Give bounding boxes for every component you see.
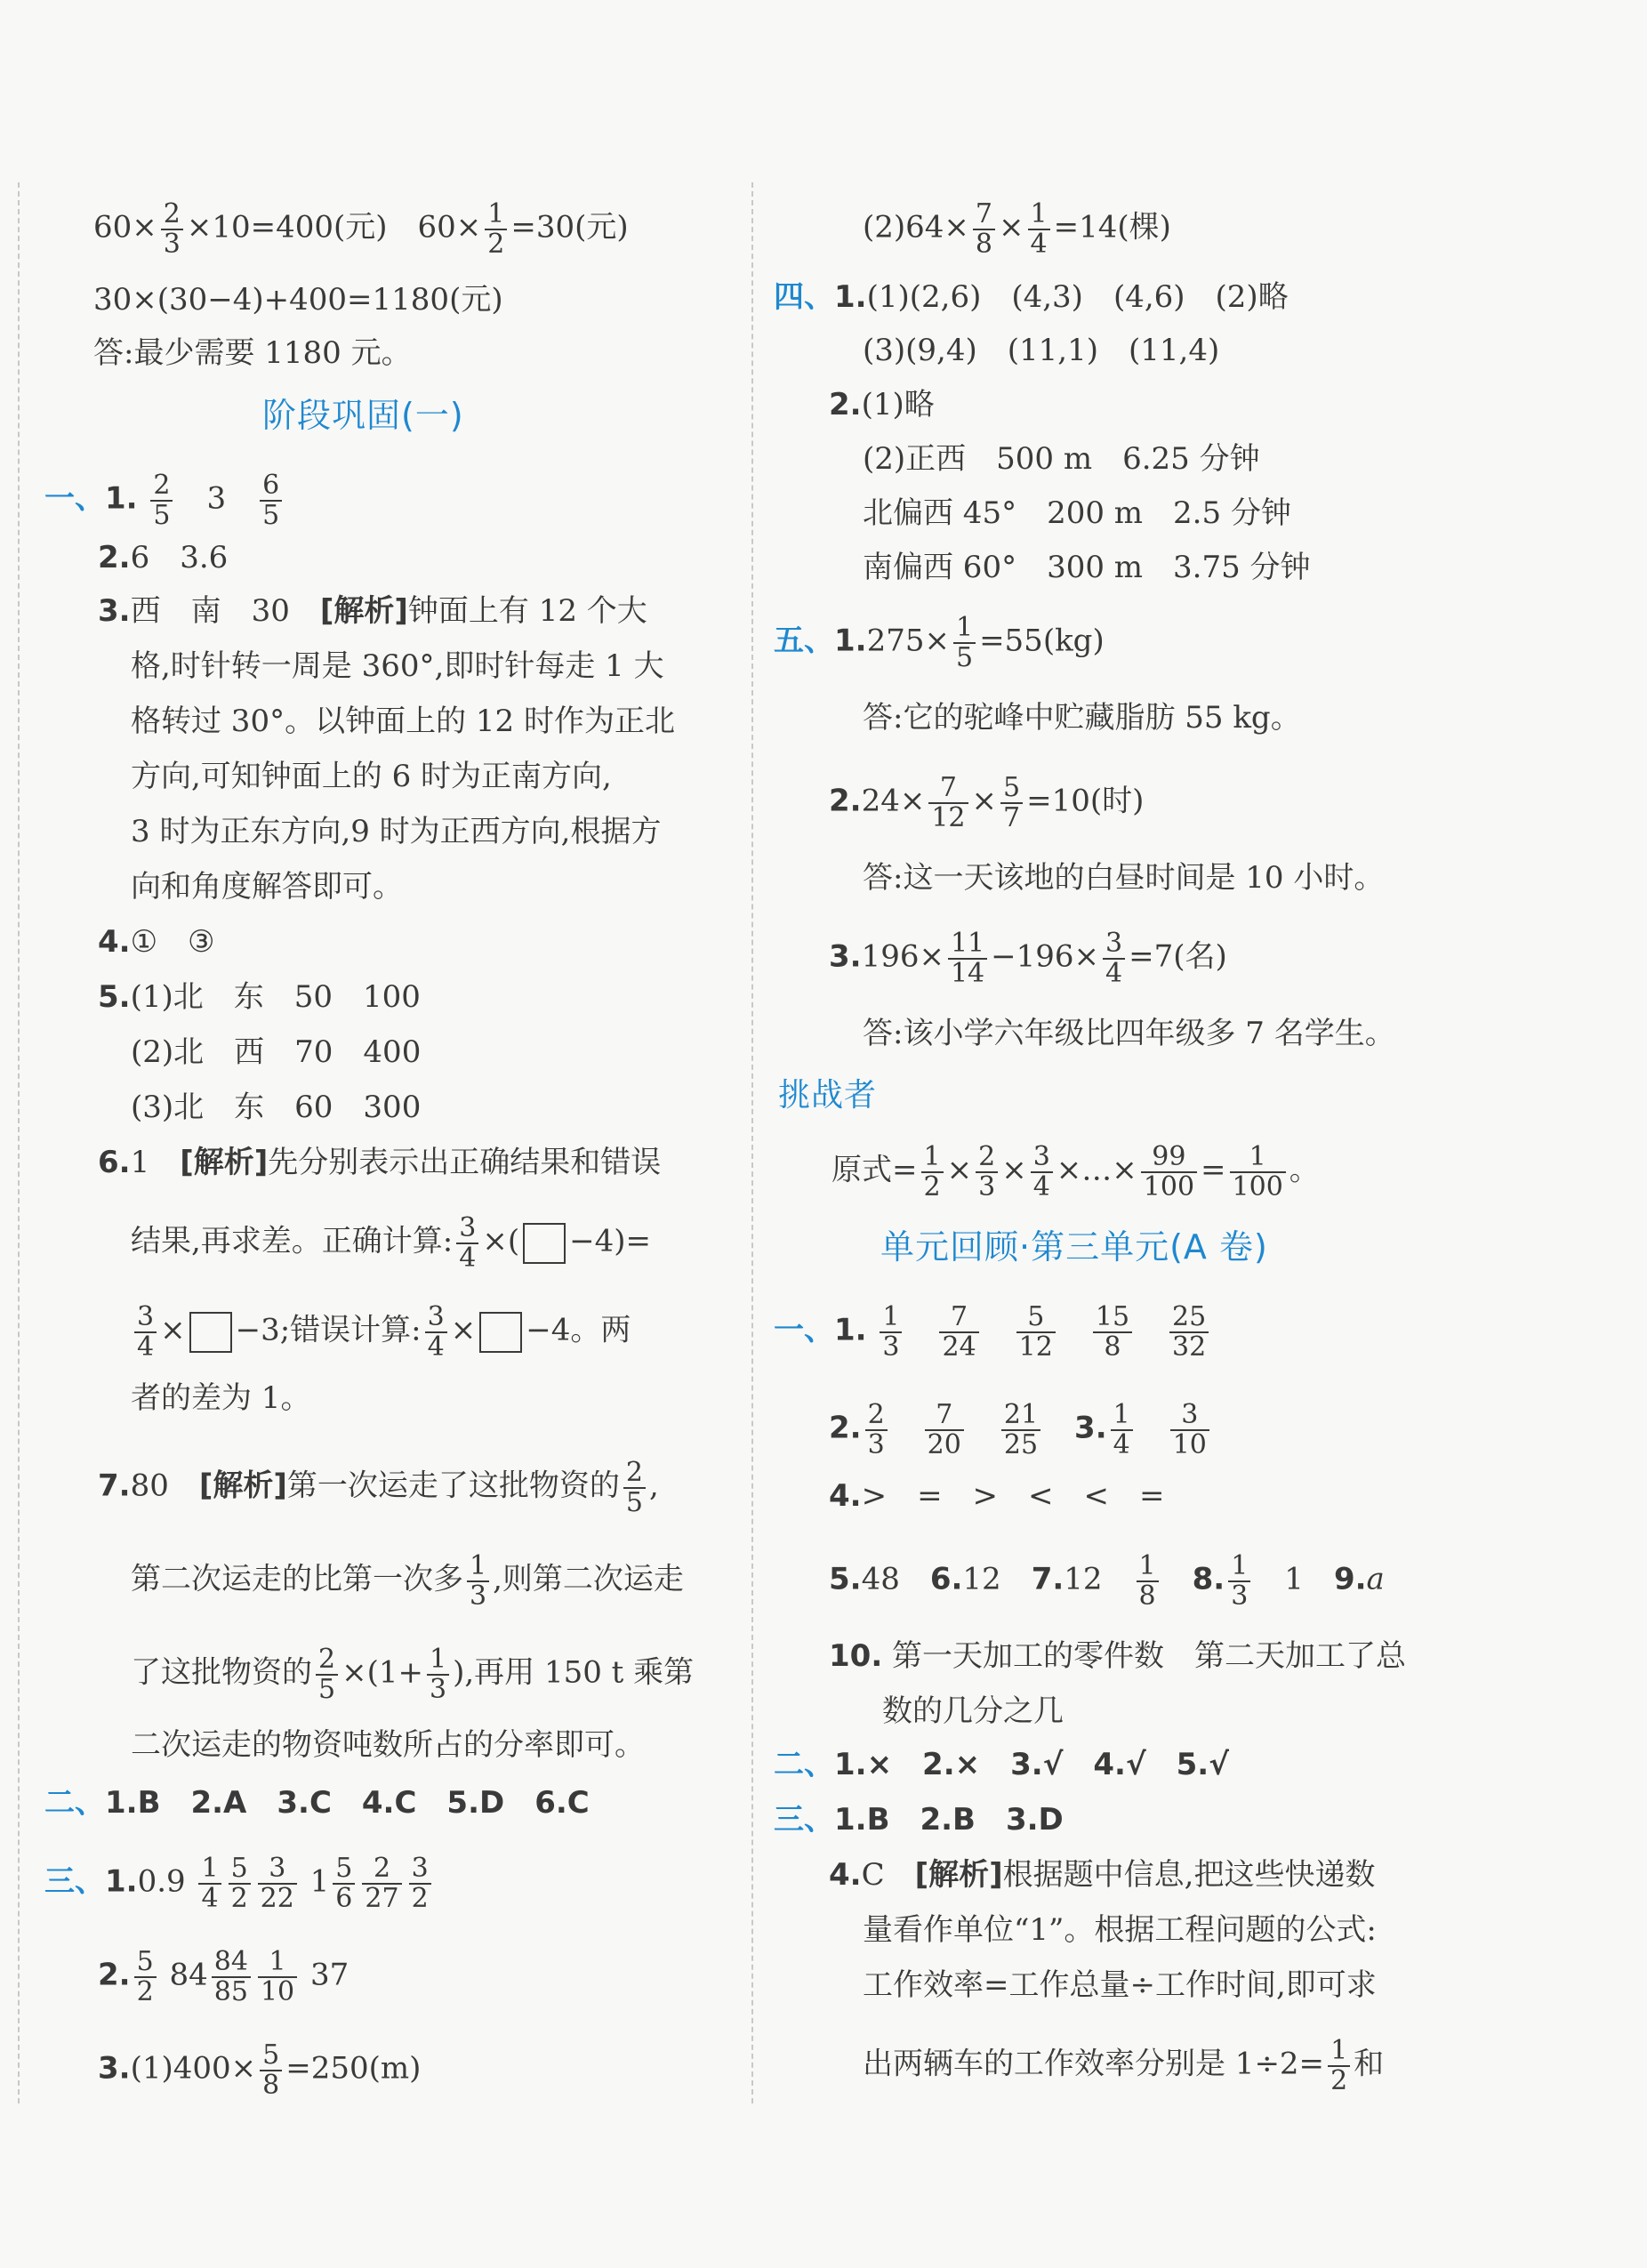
part-1-q3: 3.西 南 30 [解析]钟面上有 12 个大 [98,593,647,629]
fraction: $\frac{3}{22}$ [258,1854,297,1912]
fraction: $\frac{2}{5}$ [316,1645,338,1703]
fraction: $\frac{1}{5}$ [953,614,976,672]
challenge-heading: 挑战者 [778,1077,878,1114]
fraction: $\frac{21}{25}$ [1001,1401,1040,1459]
left-margin-divider [18,182,20,2103]
q3-explanation-line: 格转过 30°。以钟面上的 12 时作为正北 [131,704,675,739]
part-2-answers: 二、1.B 2.A 3.C 4.C 5.D 6.C [44,1785,590,1821]
q3-explanation-line: 格,时针转一周是 360°,即时针每走 1 大 [131,648,664,684]
q7-line-3: 了这批物资的 $\frac{2}{5}$ ×(1+ $\frac{1}{3}$ ),再用 150 t 乘第 [131,1644,695,1705]
fraction: $\frac{5}{7}$ [1000,774,1023,832]
q3-explanation-line: 方向,可知钟面上的 6 时为正南方向, [131,759,612,794]
part-1-q6: 6.1 [解析]先分别表示出正确结果和错误 [98,1145,662,1180]
fraction: $\frac{1}{4}$ [198,1854,221,1912]
part-3-q3: 3.(1)400× $\frac{5}{8}$ =250(m) [98,2039,422,2101]
fraction: $\frac{1}{2}$ [485,200,507,258]
fraction: $\frac{1}{8}$ [1137,1552,1159,1610]
unit-part-1-q10: 10. 第一天加工的零件数 第二天加工了总 [829,1638,1407,1674]
fraction: $\frac{7}{8}$ [973,200,995,258]
fraction: $\frac{1}{3}$ [880,1303,902,1361]
fraction: $\frac{1}{10}$ [258,1948,297,2006]
column-divider [751,182,753,2103]
fraction: $\frac{3}{4}$ [1103,929,1125,987]
q4-explanation-line: 量看作单位“1”。根据工程问题的公式: [863,1912,1377,1948]
fraction: $\frac{1}{2}$ [921,1143,944,1201]
q6-line-4: 者的差为 1。 [131,1380,311,1416]
challenge-formula: 原式= $\frac{1}{2}$ × $\frac{2}{3}$ × $\frac{3}{4}$ ×…× $\frac{99}{100}$ = $\frac{1}{100}$ 。 [832,1141,1320,1202]
fraction: $\frac{5}{2}$ [229,1854,251,1912]
fraction: $\frac{5}{2}$ [134,1948,157,2006]
q3-explanation-line: 向和角度解答即可。 [131,869,403,905]
r-line-1: (2)64× $\frac{7}{8}$ × $\frac{1}{4}$ =14(棵) [863,198,1171,260]
blank-box [479,1312,522,1353]
fraction: $\frac{25}{32}$ [1169,1303,1209,1361]
q7-line-4: 二次运走的物资吨数所占的分率即可。 [131,1727,645,1763]
line-calc-2: 30×(30−4)+400=1180(元) [93,282,503,318]
part-3-q1: 三、1.0.9 $\frac{1}{4}$ $\frac{5}{2}$ $\frac{3}{22}$ 1 $\frac{5}{6}$ $\frac{2}{27}$ $\frac{3}{2}$ [44,1854,435,1912]
q5-line: (2)北 西 70 400 [131,1034,422,1070]
fraction: $\frac{3}{4}$ [456,1214,478,1272]
part-5-q2: 2.24× $\frac{7}{12}$ × $\frac{5}{7}$ =10(时) [829,772,1145,833]
unit-part-3-answers: 三、1.B 2.B 3.D [774,1802,1064,1838]
fraction: $\frac{2}{3}$ [865,1401,888,1459]
part-1-q7: 7.80 [解析]第一次运走了这批物资的 $\frac{2}{5}$ , [98,1457,659,1518]
unit-part-1-q1: 一、1. $\frac{1}{3}$ $\frac{7}{24}$ $\frac{5}{12}$ $\frac{15}{8}$ $\frac{25}{32}$ [774,1303,1212,1361]
line-calc-1: 60× $\frac{2}{3}$ ×10=400(元) 60× $\frac{1}{2}$ =30(元) [93,198,629,260]
fraction: $\frac{1}{2}$ [1328,2037,1350,2095]
fraction: $\frac{2}{5}$ [150,471,173,529]
fraction: $\frac{1}{4}$ [1111,1401,1133,1459]
q10-line-2: 数的几分之几 [882,1693,1064,1729]
fraction: $\frac{3}{10}$ [1170,1401,1209,1459]
q4-explanation-line: 工作效率=工作总量÷工作时间,即可求 [863,1967,1377,2003]
fraction: $\frac{15}{8}$ [1093,1303,1132,1361]
fraction: $\frac{1}{100}$ [1230,1143,1286,1201]
unit-part-2-answers: 二、1.× 2.× 3.√ 4.√ 5.√ [774,1747,1229,1782]
part-4-q1-line: (3)(9,4) (11,1) (11,4) [863,333,1220,368]
fraction: $\frac{6}{5}$ [260,471,282,529]
part-5-q1: 五、1.275× $\frac{1}{5}$ =55(kg) [774,612,1105,673]
fraction: $\frac{1}{3}$ [427,1645,449,1703]
part-4-q1: 四、1.(1)(2,6) (4,3) (4,6) (2)略 [774,279,1289,315]
part-1-q5: 5.(1)北 东 50 100 [98,979,421,1015]
fraction: $\frac{3}{2}$ [409,1854,431,1912]
fraction: $\frac{11}{14}$ [948,929,987,987]
part-1-q4: 4.① ③ [98,924,215,960]
part-3-q2: 2. $\frac{5}{2}$ 84 $\frac{84}{85}$ $\frac{1}{10}$ 37 [98,1946,349,2007]
answer-line: 答:该小学六年级比四年级多 7 名学生。 [863,1016,1395,1051]
q5-line: (3)北 东 60 300 [131,1090,422,1125]
part-1-q2: 2.6 3.6 [98,540,229,575]
fraction: $\frac{7}{20}$ [925,1401,964,1459]
fraction: $\frac{1}{3}$ [1228,1552,1250,1610]
fraction: $\frac{2}{5}$ [623,1459,646,1516]
unit-part-1-q5-q9: 5.48 6.12 7.12 $\frac{1}{8}$ 8. $\frac{1}{3}$ 1 9.a [829,1550,1385,1612]
part-5-q3: 3.196× $\frac{11}{14}$ −196× $\frac{3}{4}$ =7(名) [829,928,1227,989]
q3-explanation-line: 3 时为正东方向,9 时为正西方向,根据方 [131,814,662,849]
blank-box [523,1223,566,1264]
fraction: $\frac{7}{12}$ [928,774,968,832]
part-4-q2: 2.(1)略 [829,387,935,422]
q6-line-3: $\frac{3}{4}$ × −3;错误计算: $\frac{3}{4}$ × −4。两 [131,1303,631,1361]
unit-part-1-q4: 4.> = > < < = [829,1478,1165,1514]
answer-line: 答:这一天该地的白昼时间是 10 小时。 [863,860,1385,896]
part-4-q2-line: 南偏西 60° 300 m 3.75 分钟 [863,550,1311,585]
section-title-stage-review: 阶段巩固(一) [262,396,464,435]
part-4-q2-line: 北偏西 45° 200 m 2.5 分钟 [863,495,1291,531]
fraction: $\frac{84}{85}$ [212,1948,251,2006]
fraction: $\frac{1}{3}$ [467,1552,489,1610]
fraction: $\frac{5}{12}$ [1016,1303,1056,1361]
fraction: $\frac{3}{4}$ [134,1303,157,1361]
blank-box [189,1312,232,1353]
fraction: $\frac{5}{8}$ [260,2041,282,2099]
section-title-unit-review: 单元回顾·第三单元(A 卷) [880,1227,1268,1267]
q6-line-2: 结果,再求差。正确计算: $\frac{3}{4}$ ×( −4)= [131,1212,651,1274]
fraction: $\frac{3}{4}$ [425,1303,447,1361]
fraction: $\frac{2}{3}$ [161,200,183,258]
unit-part-3-q4: 4.C [解析]根据题中信息,把这些快递数 [829,1857,1376,1893]
fraction: $\frac{3}{4}$ [1031,1143,1053,1201]
fraction: $\frac{5}{6}$ [333,1854,355,1912]
fraction: $\frac{2}{27}$ [362,1854,401,1912]
answer-line: 答:它的驼峰中贮藏脂肪 55 kg。 [863,700,1301,736]
answer-line: 答:最少需要 1180 元。 [93,335,412,371]
unit-part-1-q2-q3: 2. $\frac{2}{3}$ $\frac{7}{20}$ $\frac{21}{25}$ 3. $\frac{1}{4}$ $\frac{3}{10}$ [829,1401,1213,1459]
fraction: $\frac{99}{100}$ [1141,1143,1197,1201]
fraction: $\frac{7}{24}$ [939,1303,978,1361]
q4-explanation-line: 出两辆车的工作效率分别是 1÷2= $\frac{1}{2}$ 和 [863,2035,1385,2096]
part-4-q2-line: (2)正西 500 m 6.25 分钟 [863,441,1260,477]
fraction: $\frac{1}{4}$ [1028,200,1050,258]
fraction: $\frac{2}{3}$ [976,1143,998,1201]
part-1-q1: 一、1. $\frac{2}{5}$ 3 $\frac{6}{5}$ [44,471,285,529]
q7-line-2: 第二次运走的比第一次多 $\frac{1}{3}$ ,则第二次运走 [131,1550,684,1612]
